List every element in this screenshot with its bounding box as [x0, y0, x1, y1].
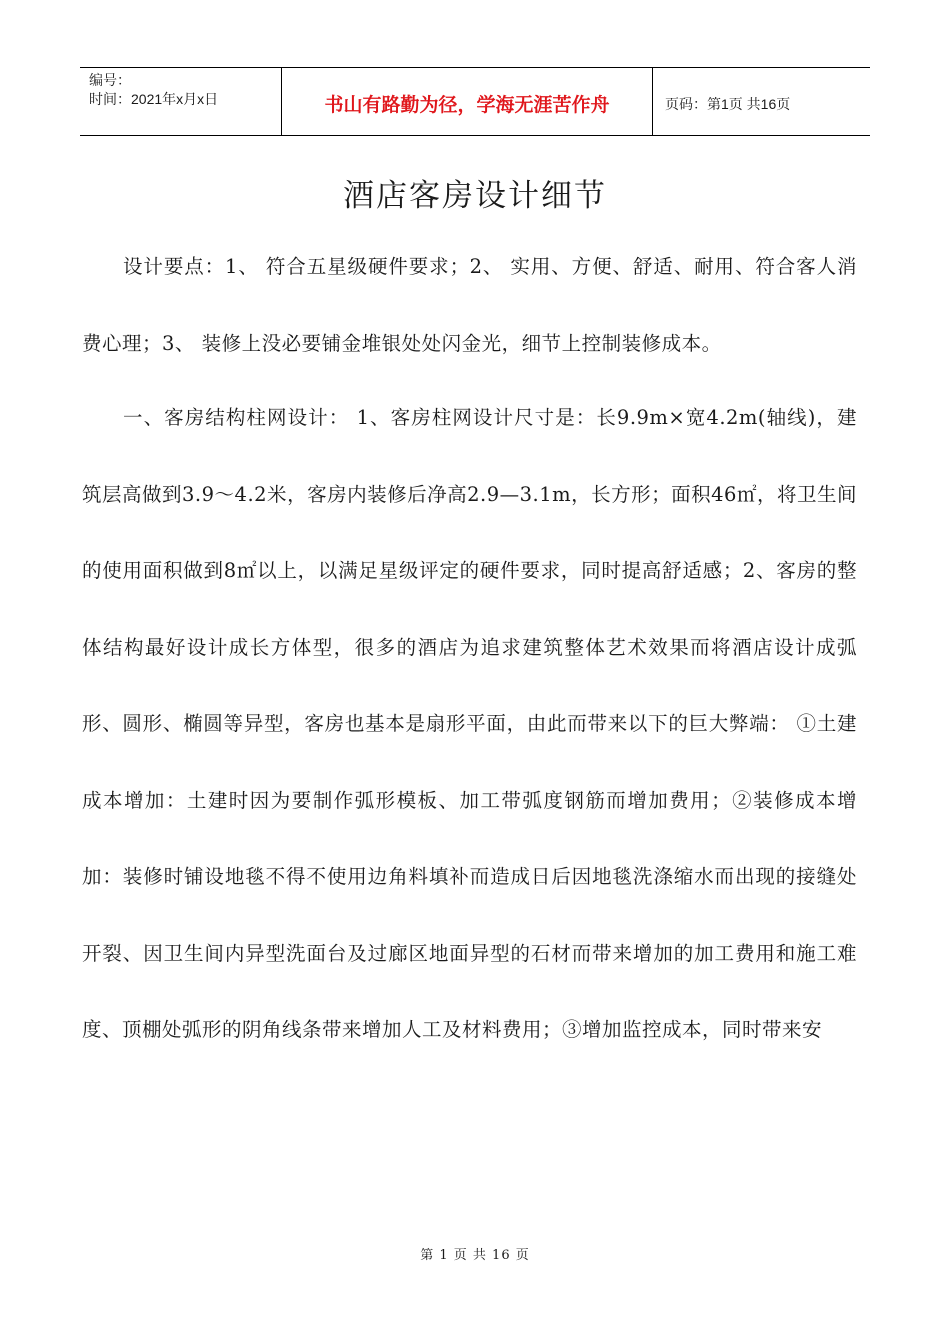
- date-label: 时间：2021年x月x日: [89, 91, 219, 107]
- serial-number-label: 编号：: [89, 72, 131, 88]
- page-header: [80, 67, 870, 136]
- paragraph-structure-design: 一、客房结构柱网设计： 1、客房柱网设计尺寸是：长9.9m×宽4.2m(轴线)，建筑层高做到3.9～4.2米，客房内装修后净高2.9—3.1m，长方形；面积46㎡，将卫生间的使用面积做到8㎡以上，以满足星级评定的硬件要求，同时提高舒适感；2、客房的整体结构最好设计成长方体型，很多的酒店为追求建筑整体艺术效果而将酒店设计成弧形、圆形、椭圆等异型，客房也基本是扇形平面，由此而带来以下的巨大弊端： ①土建成本增加：土建时因为要制作弧形模板、加工带弧度钢筋而增加费用；②装修成本增加：装修时铺设地毯不得不使用边角料填补而造成日后因地毯洗涤缩水而出现的接缝处开裂、因卫生间内异型洗面台及过廊区地面异型的石材而带来增加的加工费用和施工难度、顶棚处弧形的阴角线条带来增加人工及材料费用；③增加监控成本，同时带来安: [82, 406, 857, 1041]
- paragraph-design-points: 设计要点：1、 符合五星级硬件要求；2、 实用、方便、舒适、耐用、符合客人消费心理；3、 装修上没必要铺金堆银处处闪金光，细节上控制装修成本。: [82, 255, 857, 355]
- header-page-info: 页码：第1页 共16页: [665, 95, 791, 112]
- header-motto: 书山有路勤为径，学海无涯苦作舟: [282, 68, 653, 135]
- page-footer: 第 1 页 共 16 页: [420, 1248, 530, 1263]
- header-meta: [80, 68, 282, 135]
- document-title: 酒店客房设计细节: [343, 178, 607, 214]
- document-body: [82, 229, 857, 1069]
